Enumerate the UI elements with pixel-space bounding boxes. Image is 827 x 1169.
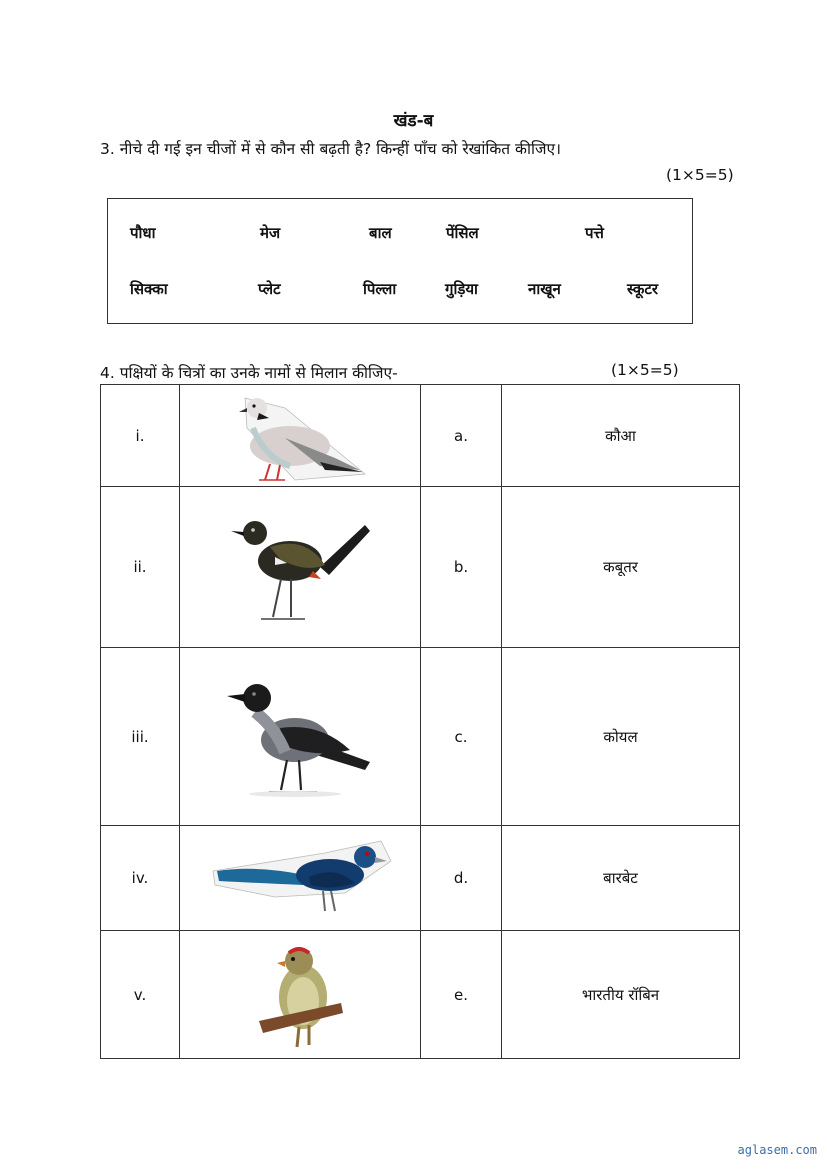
- footer-watermark: aglasem.com: [737, 1143, 817, 1157]
- bird-name[interactable]: कबूतर: [502, 487, 740, 648]
- koel-icon: [205, 835, 395, 921]
- row-letter: e.: [421, 931, 502, 1059]
- bird-picture-cell: [180, 931, 421, 1059]
- section-title: खंड-ब: [393, 111, 434, 131]
- table-row: [101, 385, 740, 487]
- barbet-icon: [255, 939, 345, 1051]
- word-item[interactable]: गुड़िया: [445, 280, 478, 298]
- robin-icon: [225, 507, 375, 627]
- row-number: i.: [101, 385, 180, 487]
- match-table: [100, 384, 740, 1059]
- word-item[interactable]: स्कूटर: [627, 280, 659, 298]
- row-letter: a.: [421, 385, 502, 487]
- row-letter: b.: [421, 487, 502, 648]
- word-item[interactable]: पेंसिल: [446, 224, 479, 242]
- word-item[interactable]: प्लेट: [258, 280, 281, 298]
- row-number: v.: [101, 931, 180, 1059]
- bird-picture-cell: [180, 826, 421, 931]
- bird-picture-cell: [180, 648, 421, 826]
- table-row: [101, 648, 740, 826]
- table-row: [101, 487, 740, 648]
- word-item[interactable]: सिक्का: [130, 280, 168, 298]
- word-item[interactable]: पिल्ला: [363, 280, 397, 298]
- word-item[interactable]: पत्ते: [585, 224, 604, 242]
- row-number: iii.: [101, 648, 180, 826]
- bird-name[interactable]: भारतीय रॉबिन: [502, 931, 740, 1059]
- crow-icon: [225, 672, 375, 802]
- bird-name[interactable]: बारबेट: [502, 826, 740, 931]
- bird-name[interactable]: कौआ: [502, 385, 740, 487]
- question-3-marks: (1×5=5): [666, 166, 734, 184]
- word-box: [107, 198, 693, 324]
- bird-name[interactable]: कोयल: [502, 648, 740, 826]
- word-item[interactable]: बाल: [369, 224, 392, 242]
- word-item[interactable]: पौधा: [130, 224, 156, 242]
- question-4-marks: (1×5=5): [611, 361, 679, 379]
- question-3-text: 3. नीचे दी गई इन चीजों में से कौन सी बढ़ती है? किन्हीं पाँच को रेखांकित कीजिए।: [100, 140, 561, 158]
- row-letter: d.: [421, 826, 502, 931]
- bird-picture-cell: [180, 385, 421, 487]
- table-row: [101, 826, 740, 931]
- bird-picture-cell: [180, 487, 421, 648]
- question-4-text: 4. पक्षियों के चित्रों का उनके नामों से मिलान कीजिए-: [100, 364, 398, 382]
- word-item[interactable]: नाखून: [528, 280, 561, 298]
- row-number: iv.: [101, 826, 180, 931]
- dove-icon: [225, 388, 375, 484]
- row-letter: c.: [421, 648, 502, 826]
- row-number: ii.: [101, 487, 180, 648]
- word-item[interactable]: मेज: [260, 224, 281, 242]
- table-row: [101, 931, 740, 1059]
